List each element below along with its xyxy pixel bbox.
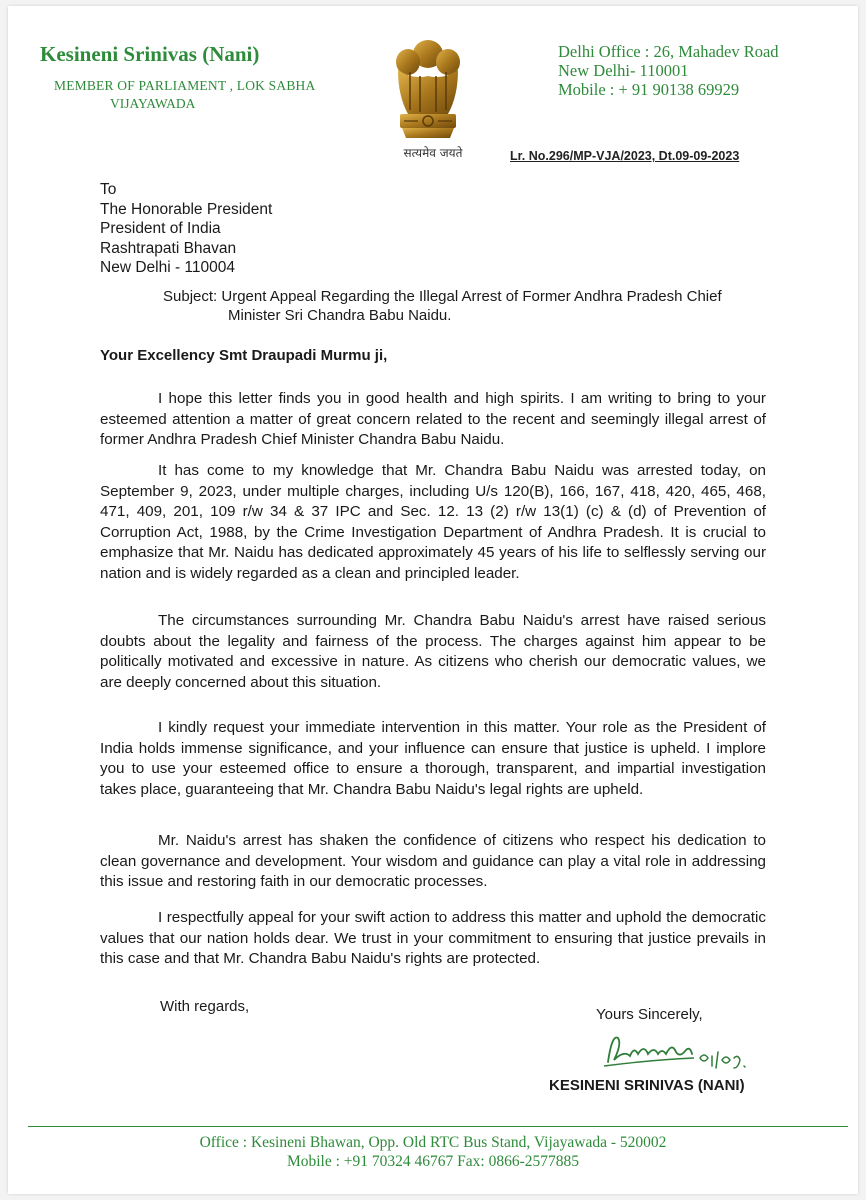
closing-yours-sincerely: Yours Sincerely, <box>596 1006 703 1023</box>
delhi-office-block <box>558 42 779 99</box>
subject-line <box>163 287 722 325</box>
recipient-line: President of India <box>100 220 221 237</box>
body-paragraph-4: I kindly request your immediate intervention in this matter. Your role as the President of India holds immense significance, and your influence can ensure that justice is upheld. I implore you to use your esteemed office to ensure a thorough, transparent, and impartial investigation takes place, guaranteeing that Mr. Chandra Babu Naidu's legal rights are upheld. <box>100 719 766 798</box>
handwritten-signature <box>600 1024 770 1076</box>
letter-reference: Lr. No.296/MP-VJA/2023, Dt.09-09-2023 <box>510 149 740 163</box>
subject-line-1: Subject: Urgent Appeal Regarding the Illegal Arrest of Former Andhra Pradesh Chief <box>163 288 722 305</box>
subject-line-2: Minister Sri Chandra Babu Naidu. <box>228 307 452 324</box>
closing-regards: With regards, <box>160 998 250 1015</box>
recipient-line: The Honorable President <box>100 200 273 218</box>
body-paragraph-3: The circumstances surrounding Mr. Chandra Babu Naidu's arrest have raised serious doubts about the legality and fairness of the process. The charges against him appear to be politically motivated and excessive in nature. As citizens who cherish our democratic values, we are deeply concerned about this situation. <box>100 612 766 691</box>
recipient-line: Rashtrapati Bhavan <box>100 239 237 257</box>
body-paragraph-5: Mr. Naidu's arrest has shaken the confidence of citizens who respect his dedication to clean governance and development. Your wisdom and guidance can play a vital role in addressing this issue and restoring faith in our democratic processes. <box>100 832 766 890</box>
mp-name: Kesineni Srinivas (Nani) <box>40 42 260 66</box>
footer-divider <box>28 1126 848 1127</box>
body-paragraph-1: I hope this letter finds you in good health and high spirits. I am writing to bring to your esteemed attention a matter of great concern related to the recent and seemingly illegal arrest of former Andhra Pradesh Chief Minister Chandra Babu Naidu. <box>100 390 766 448</box>
national-emblem-icon <box>378 36 478 156</box>
body-paragraph-6: I respectfully appeal for your swift action to address this matter and uphold the democratic values that our nation holds dear. We trust in your commitment to ensuring that justice prevails in this case and that Mr. Chandra Babu Naidu's rights are protected. <box>100 909 766 967</box>
footer-office-address: Office : Kesineni Bhawan, Opp. Old RTC Bus Stand, Vijayawada - 520002 <box>199 1134 667 1151</box>
letter-page <box>8 6 858 1194</box>
salutation: Your Excellency Smt Draupadi Murmu ji, <box>100 347 388 364</box>
signatory-name: KESINENI SRINIVAS (NANI) <box>549 1077 745 1094</box>
footer-contact: Mobile : +91 70324 46767 Fax: 0866-2577885 <box>286 1153 580 1170</box>
emblem-motto: सत्यमेव जयते <box>403 146 463 160</box>
delhi-office-city: New Delhi- 110001 <box>558 61 689 80</box>
recipient-to: To <box>100 181 117 198</box>
recipient-line: New Delhi - 110004 <box>100 259 235 276</box>
delhi-office-mobile: Mobile : + 91 90138 69929 <box>558 80 740 99</box>
body-paragraph-2: It has come to my knowledge that Mr. Chandra Babu Naidu was arrested today, on September 9, 2023, under multiple charges, including U/s 120(B), 166, 167, 418, 420, 465, 468, 471, 409, 201, 109 r/w 34 & 37 IPC and Sec. 12. 13 (2) r/w 13(1) (c) & (d) of Prevention of Corruption Act, 1988, by the Crime Investigation Department of Andhra Pradesh. It is crucial to emphasize that Mr. Naidu has dedicated approximately 45 years of his life to selflessly serving our nation and is widely regarded as a clean and principled leader. <box>100 462 766 582</box>
mp-role: MEMBER OF PARLIAMENT , LOK SABHA <box>54 78 316 93</box>
footer <box>8 1133 858 1171</box>
delhi-office-address: Delhi Office : 26, Mahadev Road <box>558 42 779 61</box>
constituency: VIJAYAWADA <box>110 96 196 111</box>
recipient-address <box>100 180 272 278</box>
